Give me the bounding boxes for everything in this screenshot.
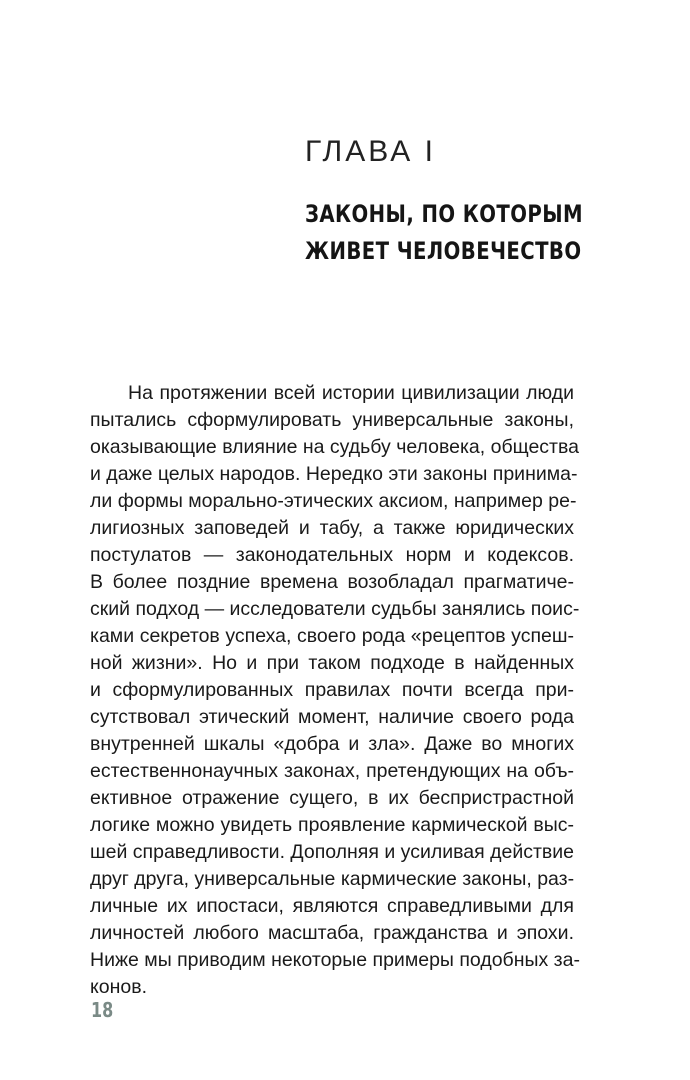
text-line: ективное отражение сущего, в их беспристрастной [90,787,574,809]
text-line: личностей любого масштаба, гражданства и эпохи. [90,922,574,944]
text-line: сутствовал этический момент, наличие своего рода [90,706,574,728]
text-line: логике можно увидеть проявление кармической выс- [90,814,574,836]
text-line: лигиозных заповедей и табу, а также юридических [90,517,574,539]
text-line: и сформулированных правилах почти всегда при- [90,679,574,701]
chapter-title-line: ЗАКОНЫ, ПО КОТОРЫМ [305,200,584,228]
text-line: Ниже мы приводим некоторые примеры подобных за- [90,949,580,971]
text-line: внутренней шкалы «добра и зла». Даже во многих [90,733,574,755]
body-paragraph [90,380,580,1001]
text-line: ками секретов успеха, своего рода «рецептов успеш- [90,625,574,647]
text-line: ной жизни». Но и при таком подходе в найденных [90,652,574,674]
chapter-title [305,196,600,270]
text-line: и даже целых народов. Нередко эти законы принима- [90,463,578,485]
text-line: естественнонаучных законах, претендующих на объ- [90,760,574,782]
chapter-label: ГЛАВА I [305,135,436,168]
text-line: шей справедливости. Дополняя и усиливая действие [90,841,574,863]
text-line: На протяжении всей истории цивилизации люди [128,382,574,404]
text-line: конов. [90,976,147,998]
text-line: постулатов — законодательных норм и кодексов. [90,544,574,566]
text-line: друг друга, универсальные кармические законы, раз- [90,868,575,890]
text-line: ли формы морально-этических аксиом, например ре- [90,490,577,512]
text-line: пытались сформулировать универсальные законы, [90,409,574,431]
text-line: личные их ипостаси, являются справедливыми для [90,895,574,917]
page-number: 18 [91,998,114,1022]
chapter-title-line: ЖИВЕТ ЧЕЛОВЕЧЕСТВО [305,237,582,265]
text-line: В более поздние времена возобладал прагматиче- [90,571,574,593]
text-line: оказывающие влияние на судьбу человека, общества [90,436,579,458]
text-line: ский подход — исследователи судьбы занялись поис- [90,598,580,620]
